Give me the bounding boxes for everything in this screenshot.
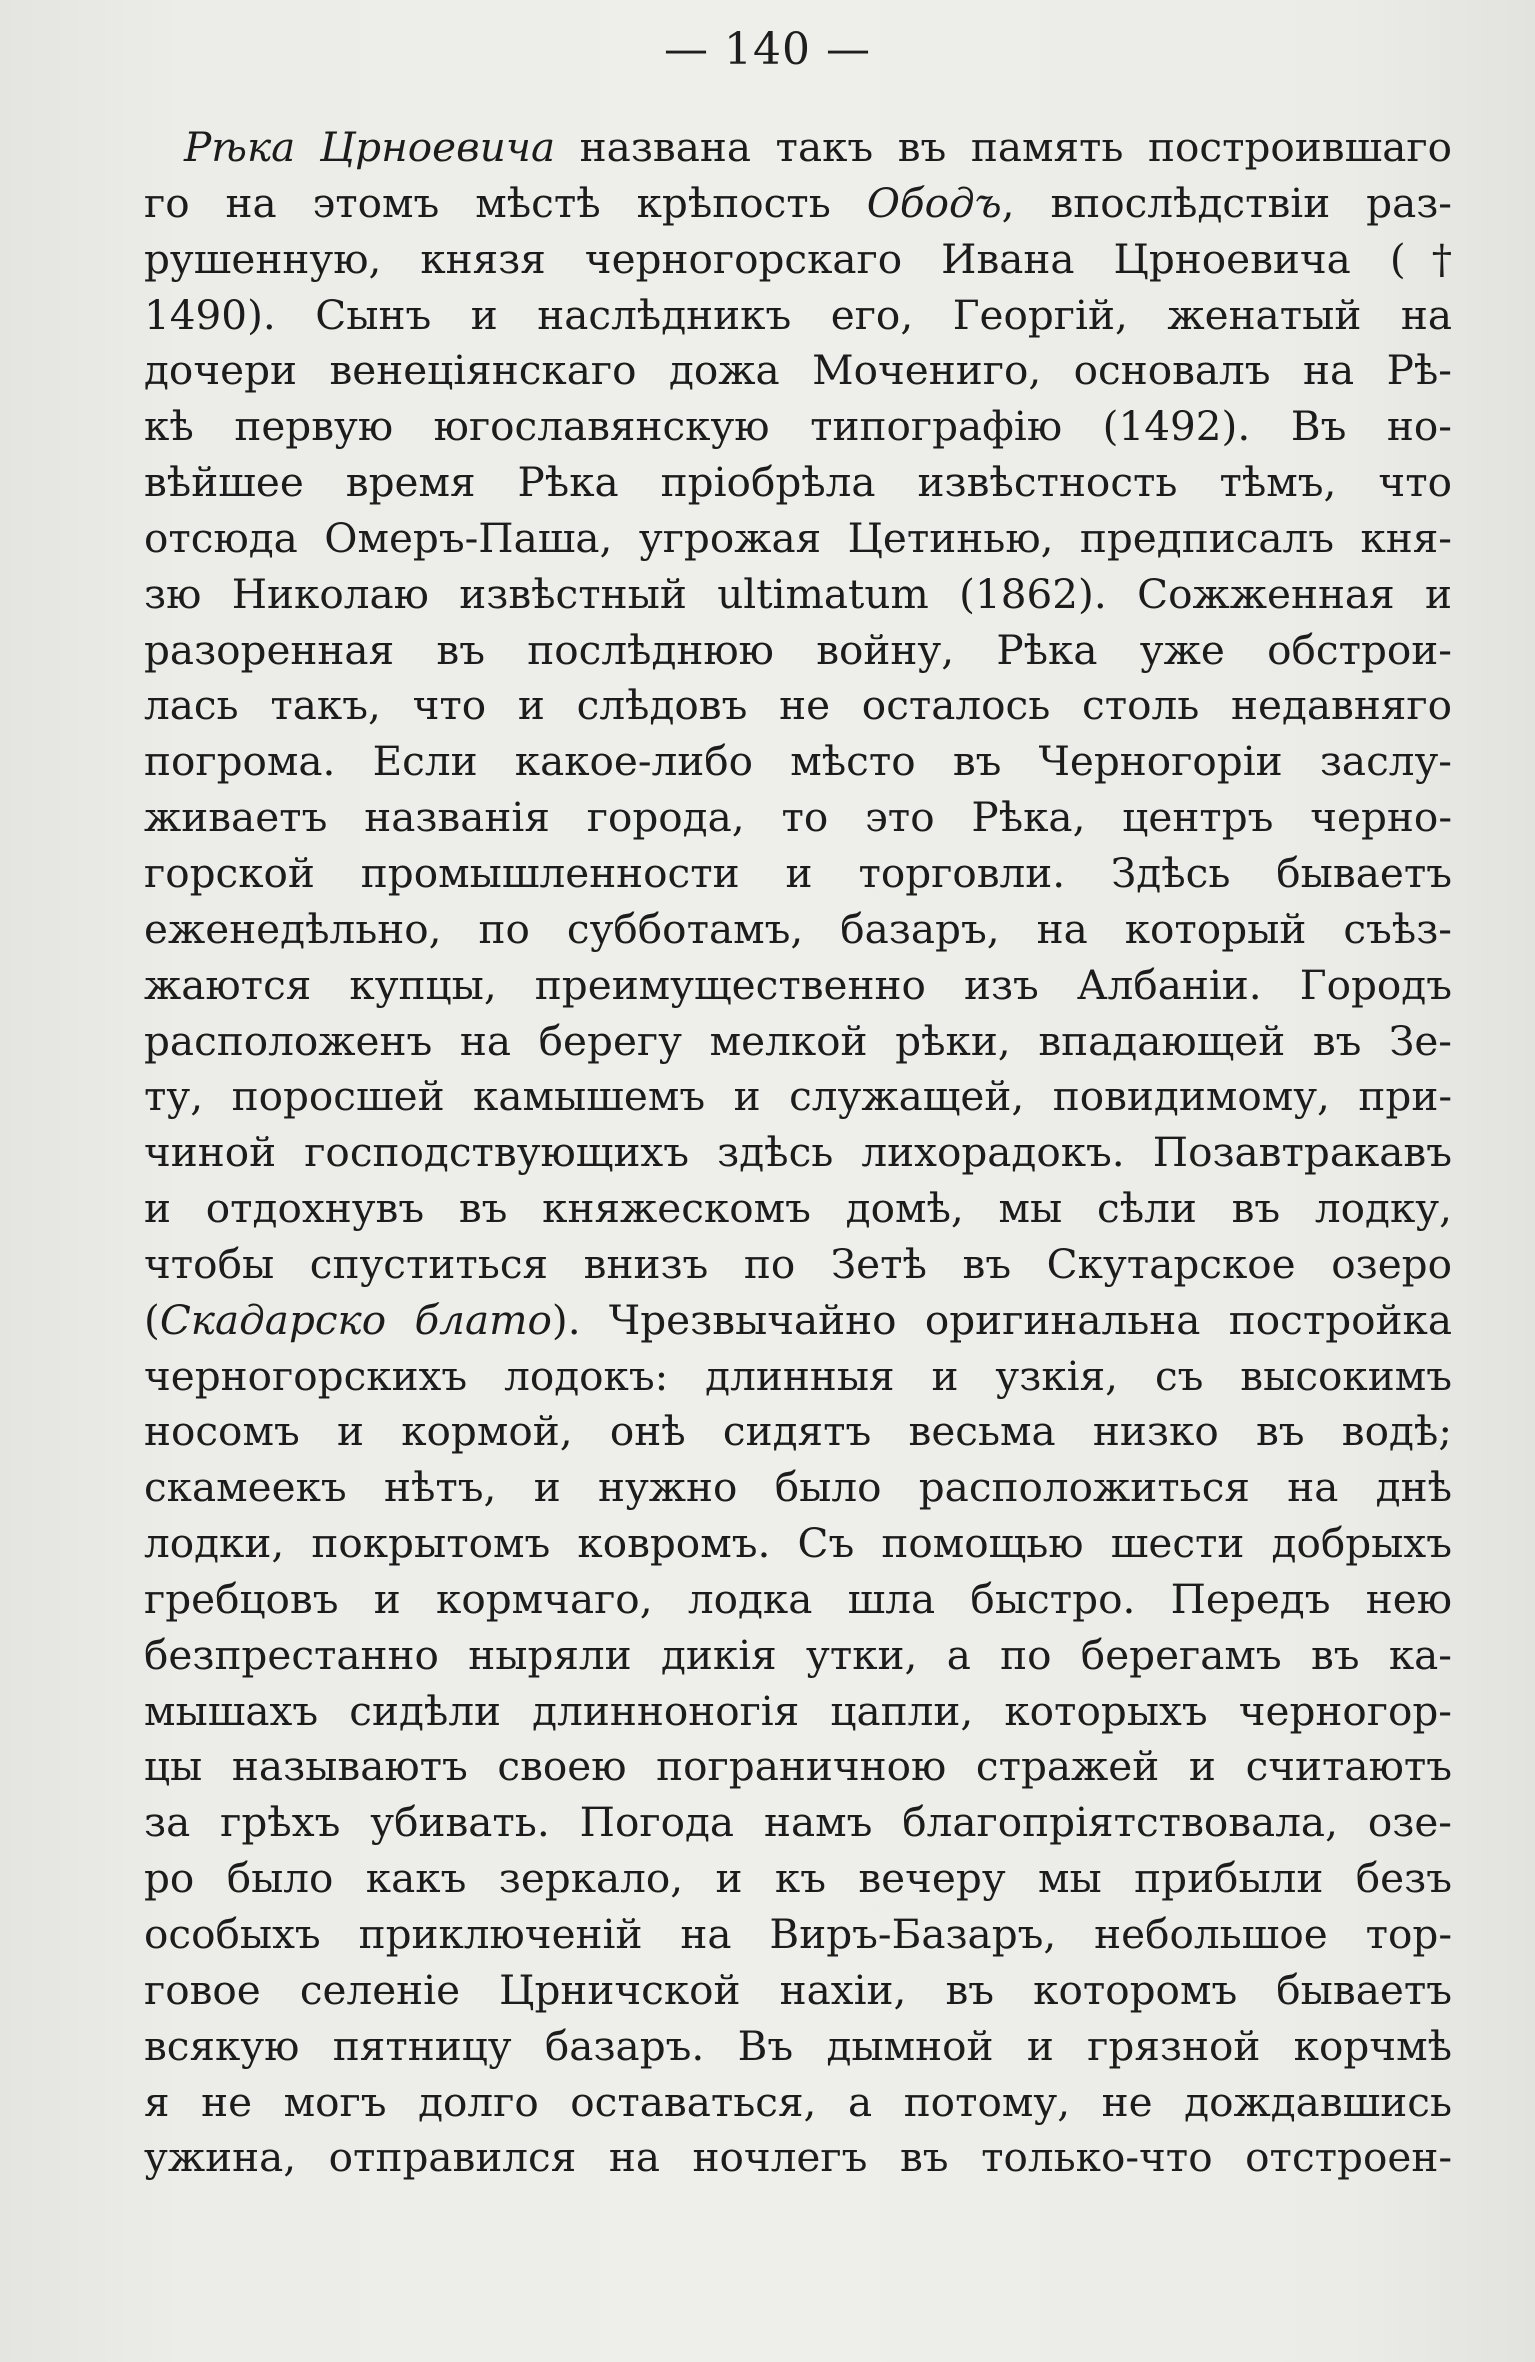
text-line	[144, 2019, 1452, 2075]
text-line	[144, 1349, 1452, 1405]
text-segment: жаются купцы, преимущественно изъ Албаніи. Городъ	[144, 960, 1452, 1009]
text-segment: названа такъ въ память построившаго	[555, 123, 1452, 171]
text-line-content	[144, 1798, 1452, 1846]
text-segment: живаетъ названія города, то это Рѣка, центръ черно-	[144, 793, 1452, 842]
text-line-content	[144, 1519, 1452, 1567]
text-line	[144, 1014, 1452, 1070]
text-segment: я не могъ долго оставаться, а потому, не дождавшись	[144, 2077, 1452, 2126]
text-segment: (	[144, 1295, 160, 1344]
text-segment: кѣ первую югославянскую типографію (1492). Въ но-	[144, 402, 1452, 451]
text-line-content	[144, 1240, 1452, 1288]
text-segment: особыхъ приключеній на Виръ-Базаръ, небольшое тор-	[144, 1910, 1452, 1958]
text-line-content	[144, 1184, 1452, 1232]
text-segment: расположенъ на берегу мелкой рѣки, впадающей въ Зе-	[144, 1016, 1452, 1065]
text-line-content	[144, 2133, 1452, 2181]
text-segment: гребцовъ и кормчаго, лодка шла быстро. Передъ нею	[144, 1574, 1452, 1623]
text-segment: 1490). Сынъ и наслѣдникъ его, Георгій, женатый на	[144, 290, 1452, 339]
text-line-content	[144, 1575, 1452, 1623]
text-segment: отсюда Омеръ-Паша, угрожая Цетинью, предписалъ кня-	[144, 513, 1452, 562]
text-segment: , впослѣдствіи раз-	[1001, 178, 1452, 227]
text-segment: горской промышленности и торговли. Здѣсь бываетъ	[144, 848, 1452, 897]
text-line	[144, 120, 1452, 176]
text-segment: ). Чрезвычайно оригинальна постройка	[551, 1295, 1452, 1344]
text-segment: рушенную, князя черногорскаго Ивана Црноевича (†	[144, 234, 1452, 283]
text-line-content	[144, 179, 1452, 227]
text-segment: скамеекъ нѣтъ, и нужно было расположиться на днѣ	[144, 1463, 1452, 1512]
text-line	[144, 176, 1452, 232]
text-line	[144, 1237, 1452, 1293]
text-line-content	[144, 737, 1452, 785]
text-segment: дочери венеціянскаго дожа Мочениго, основалъ на Рѣ-	[144, 346, 1452, 395]
text-line-content	[144, 235, 1452, 283]
text-line-content	[144, 961, 1452, 1009]
text-line-content	[144, 1017, 1452, 1065]
text-segment: говое селеніе Црничской нахіи, въ которомъ бываетъ	[144, 1965, 1452, 2014]
italic-text: Ободъ	[866, 178, 1002, 227]
text-line	[144, 232, 1452, 288]
text-line-content	[144, 1296, 1452, 1344]
text-line-content	[144, 681, 1452, 729]
text-line-content	[144, 793, 1452, 841]
text-line-content	[144, 1352, 1452, 1400]
text-line-content	[144, 905, 1452, 953]
text-line-content	[144, 291, 1452, 339]
text-line-content	[144, 1407, 1452, 1455]
text-line	[144, 1181, 1452, 1237]
text-line	[144, 1404, 1452, 1460]
text-line	[144, 1628, 1452, 1684]
text-line-content	[144, 458, 1452, 506]
text-line	[144, 1293, 1452, 1349]
text-line	[144, 790, 1452, 846]
text-line	[144, 2130, 1452, 2186]
text-line	[144, 343, 1452, 399]
text-segment: чтобы спуститься внизъ по Зетѣ въ Скутарское озеро	[144, 1239, 1452, 1288]
text-segment: чиной господствующихъ здѣсь лихорадокъ. Позавтракавъ	[144, 1128, 1452, 1177]
italic-text: Скадарско блато	[159, 1295, 552, 1344]
text-line	[144, 511, 1452, 567]
body-text	[144, 120, 1452, 2186]
text-line-content	[144, 1463, 1452, 1511]
text-line	[144, 1739, 1452, 1795]
text-line	[144, 1516, 1452, 1572]
text-segment: погрома. Если какое-либо мѣсто въ Черногоріи заслу-	[144, 737, 1452, 786]
text-line-content	[144, 1854, 1452, 1902]
text-line	[144, 678, 1452, 734]
text-line-content	[144, 1742, 1452, 1790]
text-line	[144, 1851, 1452, 1907]
text-line-content	[144, 402, 1452, 450]
text-segment: го на этомъ мѣстѣ крѣпость	[144, 178, 867, 227]
text-line-content	[144, 1128, 1452, 1176]
text-segment: и отдохнувъ въ княжескомъ домѣ, мы сѣли въ лодку,	[144, 1184, 1452, 1233]
text-segment: ро было какъ зеркало, и къ вечеру мы прибыли безъ	[144, 1854, 1452, 1903]
text-line	[144, 1460, 1452, 1516]
text-segment: зю Николаю извѣстный ultimatum (1862). Сожженная и	[144, 569, 1452, 618]
text-line-content	[184, 123, 1452, 171]
text-segment: безпрестанно ныряли дикія утки, а по берегамъ въ ка-	[144, 1630, 1452, 1679]
text-line-content	[144, 1966, 1452, 2014]
text-line	[144, 902, 1452, 958]
text-line	[144, 1963, 1452, 2019]
text-line	[144, 1907, 1452, 1963]
text-line	[144, 567, 1452, 623]
text-line-content	[144, 1631, 1452, 1679]
text-segment: всякую пятницу базаръ. Въ дымной и грязной корчмѣ	[144, 2021, 1452, 2070]
text-line	[144, 288, 1452, 344]
text-segment: лась такъ, что и слѣдовъ не осталось столь недавняго	[144, 681, 1452, 730]
text-line	[144, 958, 1452, 1014]
text-line	[144, 1795, 1452, 1851]
text-line-content	[144, 1910, 1452, 1958]
text-segment: мышахъ сидѣли длинноногія цапли, которыхъ черногор-	[144, 1686, 1452, 1735]
text-line-content	[144, 1072, 1452, 1120]
text-line-content	[144, 626, 1452, 674]
page-number-header: — 140 —	[664, 24, 871, 75]
text-line	[144, 1684, 1452, 1740]
text-line-content	[144, 1687, 1452, 1735]
text-segment: ужина, отправился на ночлегъ въ только-что отстроен-	[144, 2133, 1452, 2182]
text-segment: еженедѣльно, по субботамъ, базаръ, на который съѣз-	[144, 904, 1452, 953]
text-line-content	[144, 2022, 1452, 2070]
italic-text: Рѣка Црноевича	[184, 123, 556, 171]
text-line	[144, 399, 1452, 455]
text-segment: разоренная въ послѣднюю войну, Рѣка уже обстрои-	[144, 625, 1452, 674]
text-segment: вѣйшее время Рѣка пріобрѣла извѣстность тѣмъ, что	[144, 458, 1452, 507]
text-line-content	[144, 514, 1452, 562]
text-line	[144, 1069, 1452, 1125]
text-line-content	[144, 849, 1452, 897]
text-line	[144, 455, 1452, 511]
text-segment: носомъ и кормой, онѣ сидятъ весьма низко въ водѣ;	[144, 1407, 1452, 1456]
text-line	[144, 734, 1452, 790]
text-line	[144, 623, 1452, 679]
text-segment: за грѣхъ убивать. Погода намъ благопріятствовала, озе-	[144, 1798, 1452, 1847]
text-segment: ту, поросшей камышемъ и служащей, повидимому, при-	[144, 1072, 1452, 1121]
text-line-content	[144, 570, 1452, 618]
text-line	[144, 846, 1452, 902]
text-segment: лодки, покрытомъ ковромъ. Съ помощью шести добрыхъ	[144, 1519, 1452, 1568]
text-line	[144, 2075, 1452, 2131]
text-line-content	[144, 346, 1452, 394]
text-line	[144, 1125, 1452, 1181]
text-line-content	[144, 2078, 1452, 2126]
text-segment: черногорскихъ лодокъ: длинныя и узкія, съ высокимъ	[144, 1351, 1452, 1400]
text-line	[144, 1572, 1452, 1628]
text-segment: цы называютъ своею пограничною стражей и считаютъ	[144, 1742, 1452, 1791]
